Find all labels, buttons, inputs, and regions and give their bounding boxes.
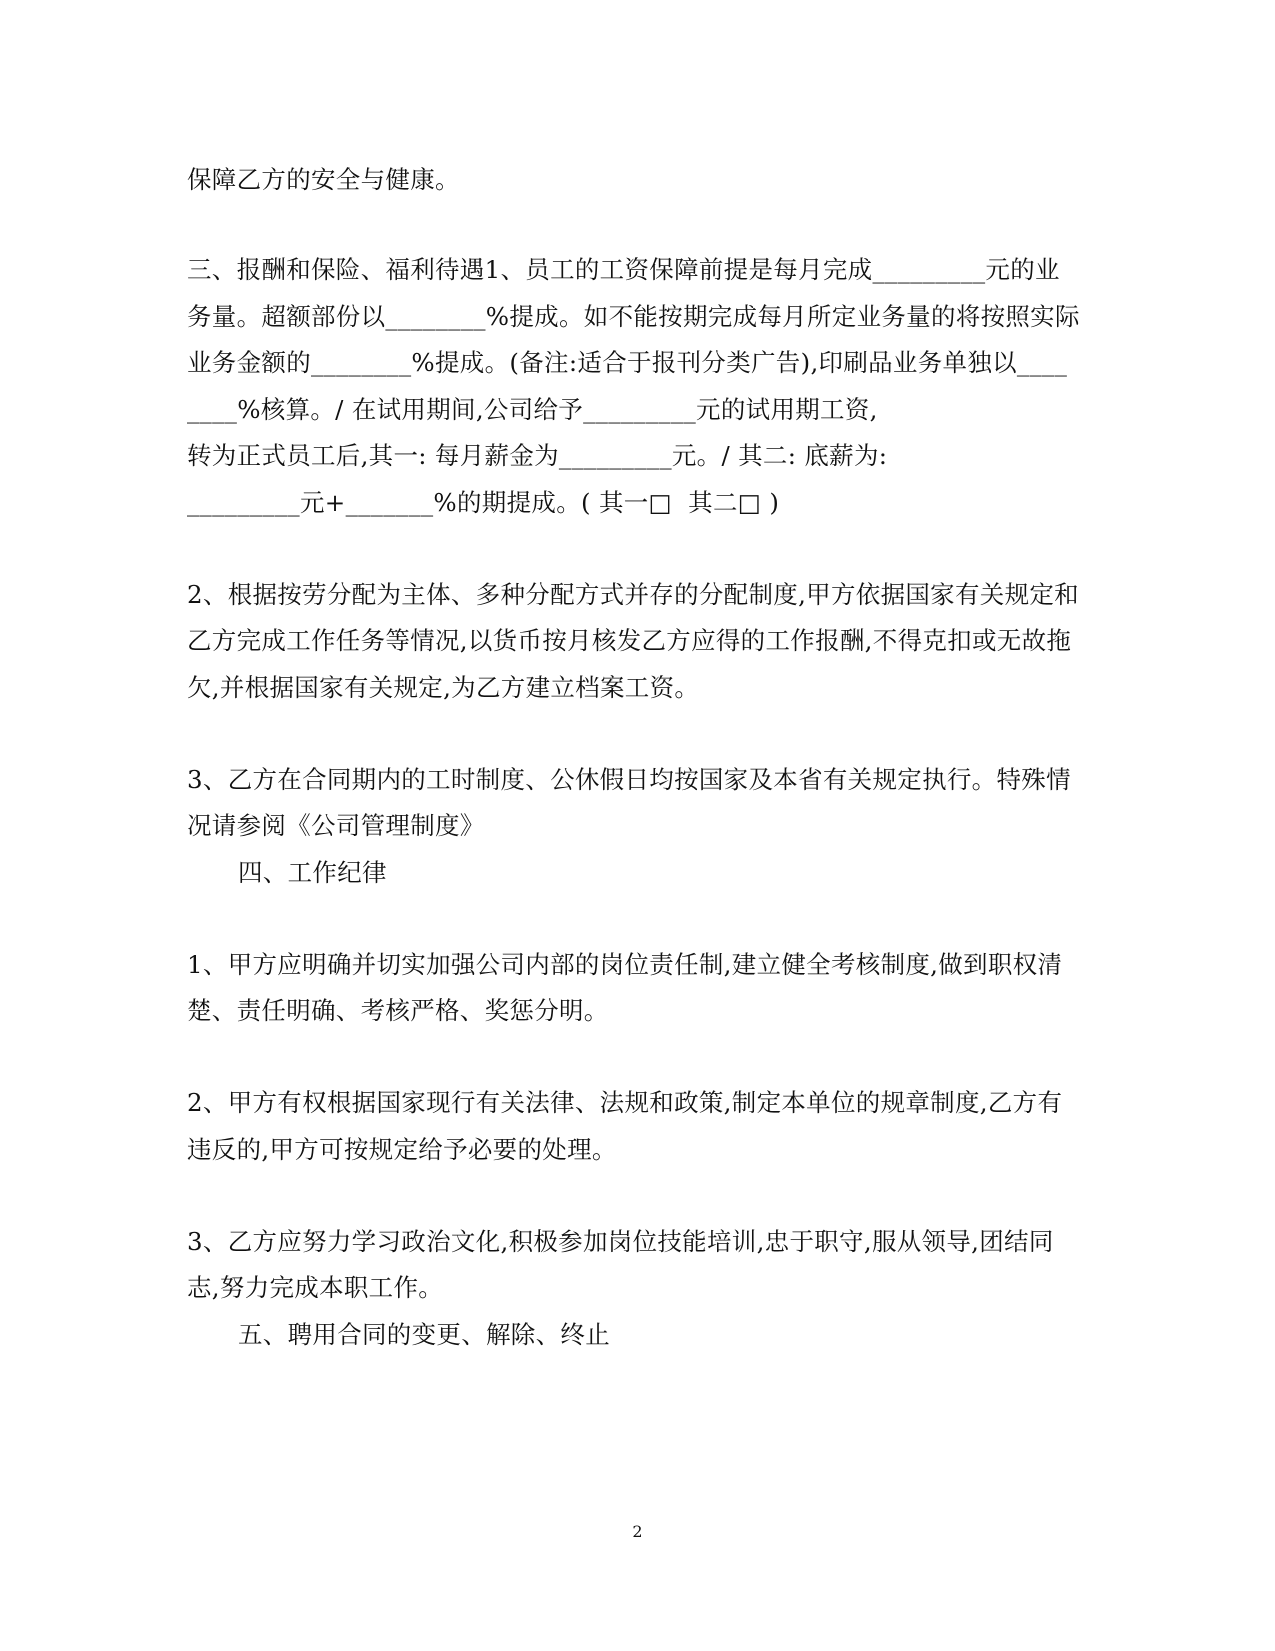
text-line: 志,努力完成本职工作。 [187, 1273, 444, 1302]
text-line: ____%核算。/ 在试用期间,公司给予_________元的试用期工资, [187, 395, 878, 424]
text-line: 业务金额的________%提成。(备注:适合于报刊分类广告),印刷品业务单独以____ [187, 348, 1068, 377]
text-line: 1、甲方应明确并切实加强公司内部的岗位责任制,建立健全考核制度,做到职权清 [187, 950, 1063, 979]
text-line: 务量。超额部份以________%提成。如不能按期完成每月所定业务量的将按照实际 [187, 302, 1080, 331]
text-line: 3、乙方应努力学习政治文化,积极参加岗位技能培训,忠于职守,服从领导,团结同 [187, 1227, 1054, 1256]
text-line: 2、甲方有权根据国家现行有关法律、法规和政策,制定本单位的规章制度,乙方有 [187, 1088, 1063, 1117]
section-heading: 五、聘用合同的变更、解除、终止 [238, 1320, 610, 1349]
section-heading: 四、工作纪律 [238, 858, 387, 887]
text-line: 3、乙方在合同期内的工时制度、公休假日均按国家及本省有关规定执行。特殊情 [187, 765, 1071, 794]
text-line: 违反的,甲方可按规定给予必要的处理。 [187, 1135, 617, 1164]
text-line: 乙方完成工作任务等情况,以货币按月核发乙方应得的工作报酬,不得克扣或无故拖 [187, 626, 1072, 655]
text-line: 况请参阅《公司管理制度》 [187, 811, 485, 840]
text-line: 转为正式员工后,其一: 每月薪金为_________元。/ 其二: 底薪为: [187, 441, 888, 470]
text-line: 2、根据按劳分配为主体、多种分配方式并存的分配制度,甲方依据国家有关规定和 [187, 580, 1079, 609]
text-line: 欠,并根据国家有关规定,为乙方建立档案工资。 [187, 673, 700, 702]
text-line: _________元+_______%的期提成。( 其一□ 其二□ ) [187, 488, 780, 517]
text-line: 楚、责任明确、考核严格、奖惩分明。 [187, 996, 609, 1025]
page-number: 2 [632, 1522, 643, 1541]
section-3-heading-line: 三、报酬和保险、福利待遇1、员工的工资保障前提是每月完成_________元的业 [187, 255, 1060, 284]
text-line: 保障乙方的安全与健康。 [187, 165, 460, 194]
